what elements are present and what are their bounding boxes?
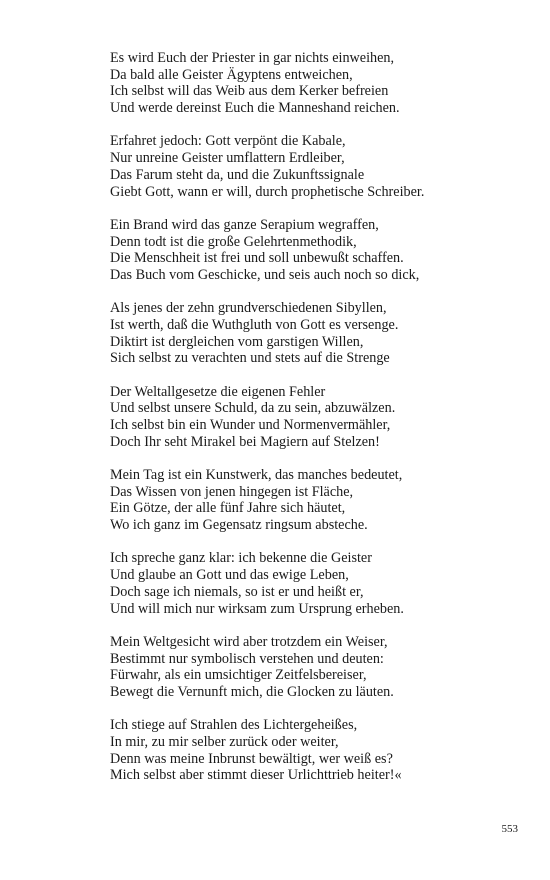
verse-line: Doch Ihr seht Mirakel bei Magiern auf Stelzen! [110,433,380,450]
verse-line: Ist werth, daß die Wuthgluth von Gott es versenge. [110,316,399,333]
verse-line: Das Buch vom Geschicke, und seis auch noch so dick, [110,266,420,283]
verse-line: In mir, zu mir selber zurück oder weiter, [110,733,339,750]
verse-line: Fürwahr, als ein umsichtiger Zeitfelsbereiser, [110,667,367,684]
verse-line: Und glaube an Gott und das ewige Leben, [110,567,349,584]
verse-line: Als jenes der zehn grundverschiedenen Sibyllen, [110,300,387,317]
stanza-5 [110,384,530,451]
verse-line: Bewegt die Vernunft mich, die Glocken zu läuten. [110,683,394,700]
verse-line: Das Farum steht da, und die Zukunftssignale [110,166,365,183]
poem-text [110,50,530,801]
verse-line: Ein Brand wird das ganze Serapium wegraffen, [110,216,379,233]
stanza-4 [110,300,530,367]
verse-line: Ein Götze, der alle fünf Jahre sich häutet, [110,500,346,517]
verse-line: Diktirt ist dergleichen vom garstigen Willen, [110,333,364,350]
verse-line: Der Weltallgesetze die eigenen Fehler [110,383,326,400]
verse-line: Die Menschheit ist frei und soll unbewußt schaffen. [110,250,404,267]
verse-line: Mein Weltgesicht wird aber trotzdem ein Weiser, [110,633,388,650]
verse-line: Und werde dereinst Euch die Manneshand reichen. [110,100,400,117]
stanza-9 [110,717,530,784]
stanza-1 [110,50,530,117]
verse-line: Mich selbst aber stimmt dieser Urlichttrieb heiter!« [110,767,402,784]
verse-line: Ich spreche ganz klar: ich bekenne die Geister [110,550,372,567]
verse-line: Und selbst unsere Schuld, da zu sein, abzuwälzen. [110,400,396,417]
verse-line: Und will mich nur wirksam zum Ursprung erheben. [110,600,404,617]
verse-line: Ich selbst bin ein Wunder und Normenvermähler, [110,417,391,434]
verse-line: Das Wissen von jenen hingegen ist Fläche, [110,483,354,500]
page-number: 553 [501,823,518,835]
stanza-8 [110,634,530,701]
verse-line: Ich stiege auf Strahlen des Lichtergeheißes, [110,717,358,734]
verse-line: Da bald alle Geister Ägyptens entweichen, [110,66,353,83]
verse-line: Bestimmt nur symbolisch verstehen und deuten: [110,650,384,667]
verse-line: Wo ich ganz im Gegensatz ringsum absteche. [110,517,368,534]
verse-line: Doch sage ich niemals, so ist er und heißt er, [110,583,364,600]
stanza-6 [110,467,530,534]
verse-line: Denn todt ist die große Gelehrtenmethodik, [110,233,357,250]
verse-line: Giebt Gott, wann er will, durch prophetische Schreiber. [110,183,425,200]
verse-line: Mein Tag ist ein Kunstwerk, das manches bedeutet, [110,467,403,484]
stanza-2 [110,133,530,200]
stanza-7 [110,550,530,617]
verse-line: Denn was meine Inbrunst bewältigt, wer weiß es? [110,750,393,767]
verse-line: Ich selbst will das Weib aus dem Kerker befreien [110,83,389,100]
verse-line: Sich selbst zu verachten und stets auf die Strenge [110,350,390,367]
verse-line: Erfahret jedoch: Gott verpönt die Kabale, [110,133,346,150]
stanza-3 [110,217,530,284]
verse-line: Nur unreine Geister umflattern Erdleiber, [110,150,345,167]
verse-line: Es wird Euch der Priester in gar nichts einweihen, [110,50,395,66]
